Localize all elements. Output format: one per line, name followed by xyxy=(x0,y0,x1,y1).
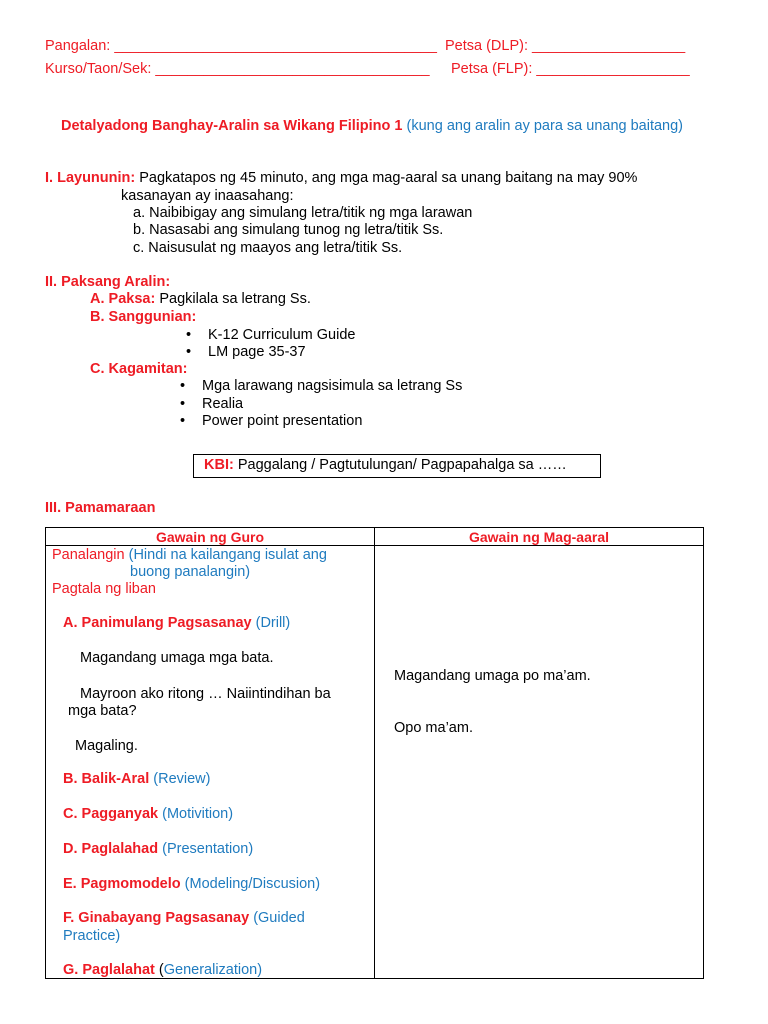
topic-line xyxy=(90,291,311,307)
topic-label: A. Paksa: xyxy=(90,291,156,307)
step-drill: A. Panimulang Pagsasanay (Drill) xyxy=(63,615,291,631)
bullet-icon: • xyxy=(180,378,186,394)
student-line: Magandang umaga po ma’am. xyxy=(394,668,591,684)
prayer-line xyxy=(52,547,327,563)
student-column-header: Gawain ng Mag-aaral xyxy=(375,528,704,546)
procedure-heading: III. Pamamaraan xyxy=(45,500,156,516)
topic-value: Pagkilala sa letrang Ss. xyxy=(159,291,311,307)
step-guided-practice-cont: Practice) xyxy=(63,928,121,944)
objective-item: a. Naibibigay ang simulang letra/titik ng mga larawan xyxy=(133,205,473,221)
title-note: (kung ang aralin ay para sa unang baitang) xyxy=(406,118,684,134)
bullet-icon: • xyxy=(180,396,186,412)
step-review: B. Balik-Aral (Review) xyxy=(63,771,211,787)
materials-label: C. Kagamitan: xyxy=(90,361,188,377)
objectives-intro-text: Pagkatapos ng 45 minuto, ang mga mag-aaral sa unang baitang na may 90% xyxy=(139,170,638,186)
step-generalization: G. Paglalahat (Generalization) xyxy=(63,962,263,978)
references-label: B. Sanggunian: xyxy=(90,309,197,325)
student-activities-cell xyxy=(375,546,704,979)
prayer-note: (Hindi na kailangang isulat ang xyxy=(128,547,327,563)
attendance-line: Pagtala ng liban xyxy=(52,581,156,597)
step-modeling: E. Pagmomodelo (Modeling/Discusion) xyxy=(63,876,321,892)
teacher-line: Mayroon ako ritong … Naiintindihan ba xyxy=(80,686,331,702)
page-title xyxy=(61,118,683,134)
kbi-label: KBI: xyxy=(204,457,234,473)
course-field-label: Kurso/Taon/Sek: __________________________________ xyxy=(45,61,430,77)
material-item: • Power point presentation xyxy=(180,413,363,429)
subject-matter-heading: II. Paksang Aralin: xyxy=(45,274,171,290)
objectives-intro-cont: kasanayan ay inaasahang: xyxy=(121,188,294,204)
date-flp-field-label: Petsa (FLP): ___________________ xyxy=(451,61,690,77)
reference-item: • K-12 Curriculum Guide xyxy=(186,327,356,343)
student-line: Opo ma’am. xyxy=(394,720,473,736)
step-motivation: C. Pagganyak (Motivition) xyxy=(63,806,234,822)
objectives-intro xyxy=(45,170,637,186)
title-main: Detalyadong Banghay-Aralin sa Wikang Filipino 1 xyxy=(61,118,403,134)
step-presentation: D. Paglalahad (Presentation) xyxy=(63,841,254,857)
objectives-heading: I. Layununin: xyxy=(45,170,136,186)
bullet-icon: • xyxy=(186,344,192,360)
objective-item: b. Nasasabi ang simulang tunog ng letra/titik Ss. xyxy=(133,222,444,238)
name-field-label: Pangalan: ________________________________________ xyxy=(45,38,437,54)
reference-item: • LM page 35-37 xyxy=(186,344,306,360)
kbi-text: Paggalang / Pagtutulungan/ Pagpapahalga sa …… xyxy=(237,457,567,473)
teacher-line: mga bata? xyxy=(68,703,137,719)
material-item: • Mga larawang nagsisimula sa letrang Ss xyxy=(180,378,463,394)
material-item: • Realia xyxy=(180,396,244,412)
teacher-line: Magaling. xyxy=(75,738,138,754)
step-guided-practice: F. Ginabayang Pagsasanay (Guided xyxy=(63,910,305,926)
teacher-line: Magandang umaga mga bata. xyxy=(80,650,274,666)
objective-item: c. Naisusulat ng maayos ang letra/titik Ss. xyxy=(133,240,403,256)
bullet-icon: • xyxy=(186,327,192,343)
prayer-note-cont: buong panalangin) xyxy=(130,564,251,580)
procedure-table xyxy=(45,527,704,979)
prayer-label: Panalangin xyxy=(52,547,125,563)
date-dlp-field-label: Petsa (DLP): ___________________ xyxy=(445,38,686,54)
bullet-icon: • xyxy=(180,413,186,429)
teacher-activities-cell xyxy=(46,546,375,979)
teacher-column-header: Gawain ng Guro xyxy=(46,528,375,546)
kbi-box xyxy=(193,454,601,478)
